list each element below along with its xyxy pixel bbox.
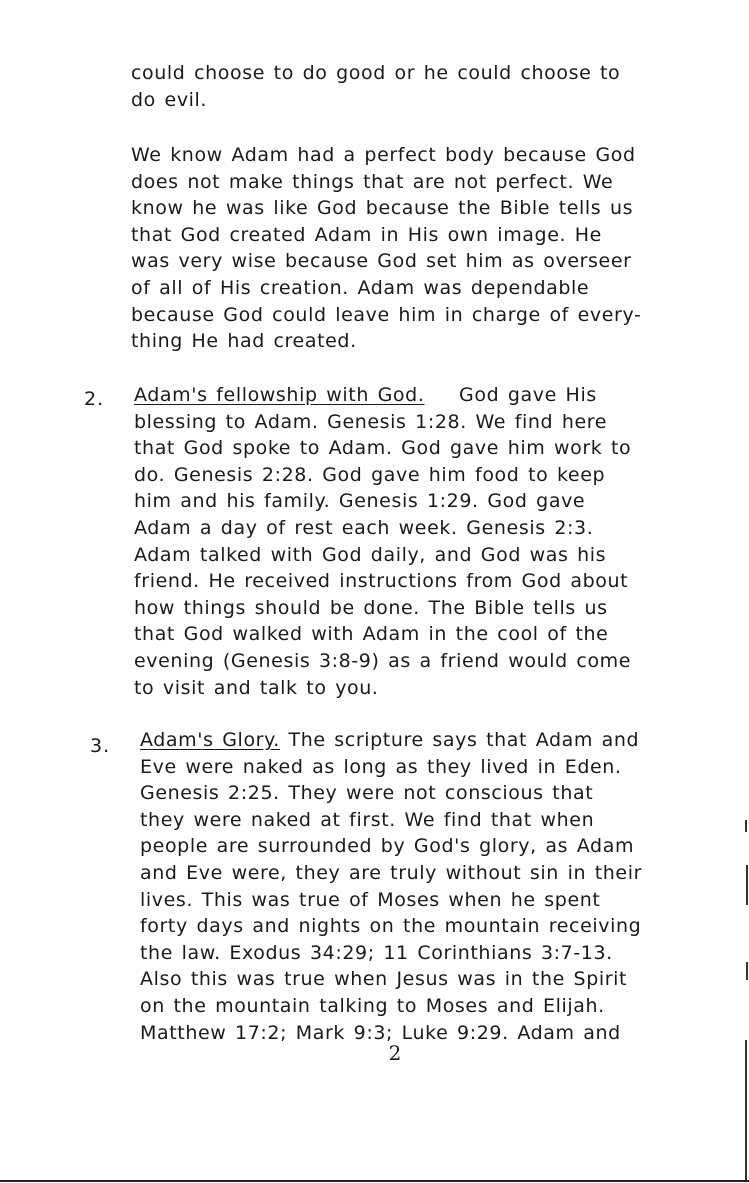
- paragraph-adam-perfect: [131, 142, 641, 355]
- text-line: they were naked at first. We find that when: [140, 808, 595, 831]
- list-number: 3.: [90, 735, 111, 757]
- text-line: lives. This was true of Moses when he spent: [140, 888, 601, 911]
- text-line: do. Genesis 2:28. God gave him food to keep: [134, 463, 606, 486]
- list-item-fellowship: [134, 382, 631, 701]
- text-line: and Eve were, they are truly without sin in their: [140, 861, 643, 884]
- text-line: friend. He received instructions from God about: [134, 570, 629, 593]
- list-item-glory: [140, 727, 642, 1046]
- text-line: Genesis 2:25. They were not conscious that: [140, 782, 594, 805]
- scan-edge-mark: [745, 1040, 747, 1180]
- text-line: blessing to Adam. Genesis 1:28. We find here: [134, 410, 608, 433]
- text-line: that God created Adam in His own image. He: [131, 223, 602, 246]
- text-line: that God spoke to Adam. God gave him work to: [134, 437, 632, 460]
- text-line: Eve were naked as long as they lived in Eden.: [140, 755, 622, 778]
- text-line: We know Adam had a perfect body because God: [131, 144, 636, 166]
- text-line: Adam a day of rest each week. Genesis 2:3.: [134, 516, 594, 539]
- text-line: the law. Exodus 34:29; 11 Corinthians 3:7-13.: [140, 941, 613, 964]
- scan-edge-mark: [746, 962, 748, 980]
- section-heading: Adam's fellowship with God.: [134, 384, 425, 406]
- scan-edge-mark: [745, 820, 747, 832]
- text-line: Matthew 17:2; Mark 9:3; Luke 9:29. Adam and: [140, 1021, 621, 1044]
- text-line: [140, 727, 642, 754]
- text-line: him and his family. Genesis 1:29. God gave: [134, 490, 586, 513]
- section-heading: Adam's Glory.: [140, 729, 280, 751]
- text-fragment: The scripture says that Adam and: [288, 729, 640, 751]
- text-line: Adam talked with God daily, and God was his: [134, 543, 607, 566]
- text-fragment: God gave His: [459, 384, 597, 406]
- text-line: people are surrounded by God's glory, as Adam: [140, 835, 635, 858]
- text-line: do evil.: [131, 88, 208, 111]
- text-line: evening (Genesis 3:8-9) as a friend would come: [134, 649, 632, 672]
- text-line: how things should be done. The Bible tells us: [134, 596, 608, 619]
- list-number: 2.: [84, 388, 105, 410]
- text-line: could choose to do good or he could choose to: [131, 62, 621, 84]
- text-line: to visit and talk to you.: [134, 676, 379, 699]
- scan-edge-mark: [746, 865, 748, 905]
- text-line: was very wise because God set him as overseer: [131, 250, 632, 273]
- text-line: because God could leave him in charge of every-: [131, 303, 642, 326]
- text-line: thing He had created.: [131, 330, 357, 353]
- text-line: [134, 382, 631, 409]
- text-line: on the mountain talking to Moses and Elijah.: [140, 994, 605, 1017]
- page-number: 2: [388, 1041, 402, 1065]
- text-line: forty days and nights on the mountain receiving: [140, 915, 642, 938]
- text-line: know he was like God because the Bible tells us: [131, 197, 634, 220]
- scan-bottom-edge: [0, 1180, 749, 1182]
- text-line: Also this was true when Jesus was in the Spirit: [140, 968, 628, 991]
- text-line: does not make things that are not perfect. We: [131, 170, 614, 193]
- paragraph-continuation: [131, 60, 620, 113]
- text-line: of all of His creation. Adam was dependable: [131, 276, 590, 299]
- text-line: that God walked with Adam in the cool of the: [134, 623, 609, 646]
